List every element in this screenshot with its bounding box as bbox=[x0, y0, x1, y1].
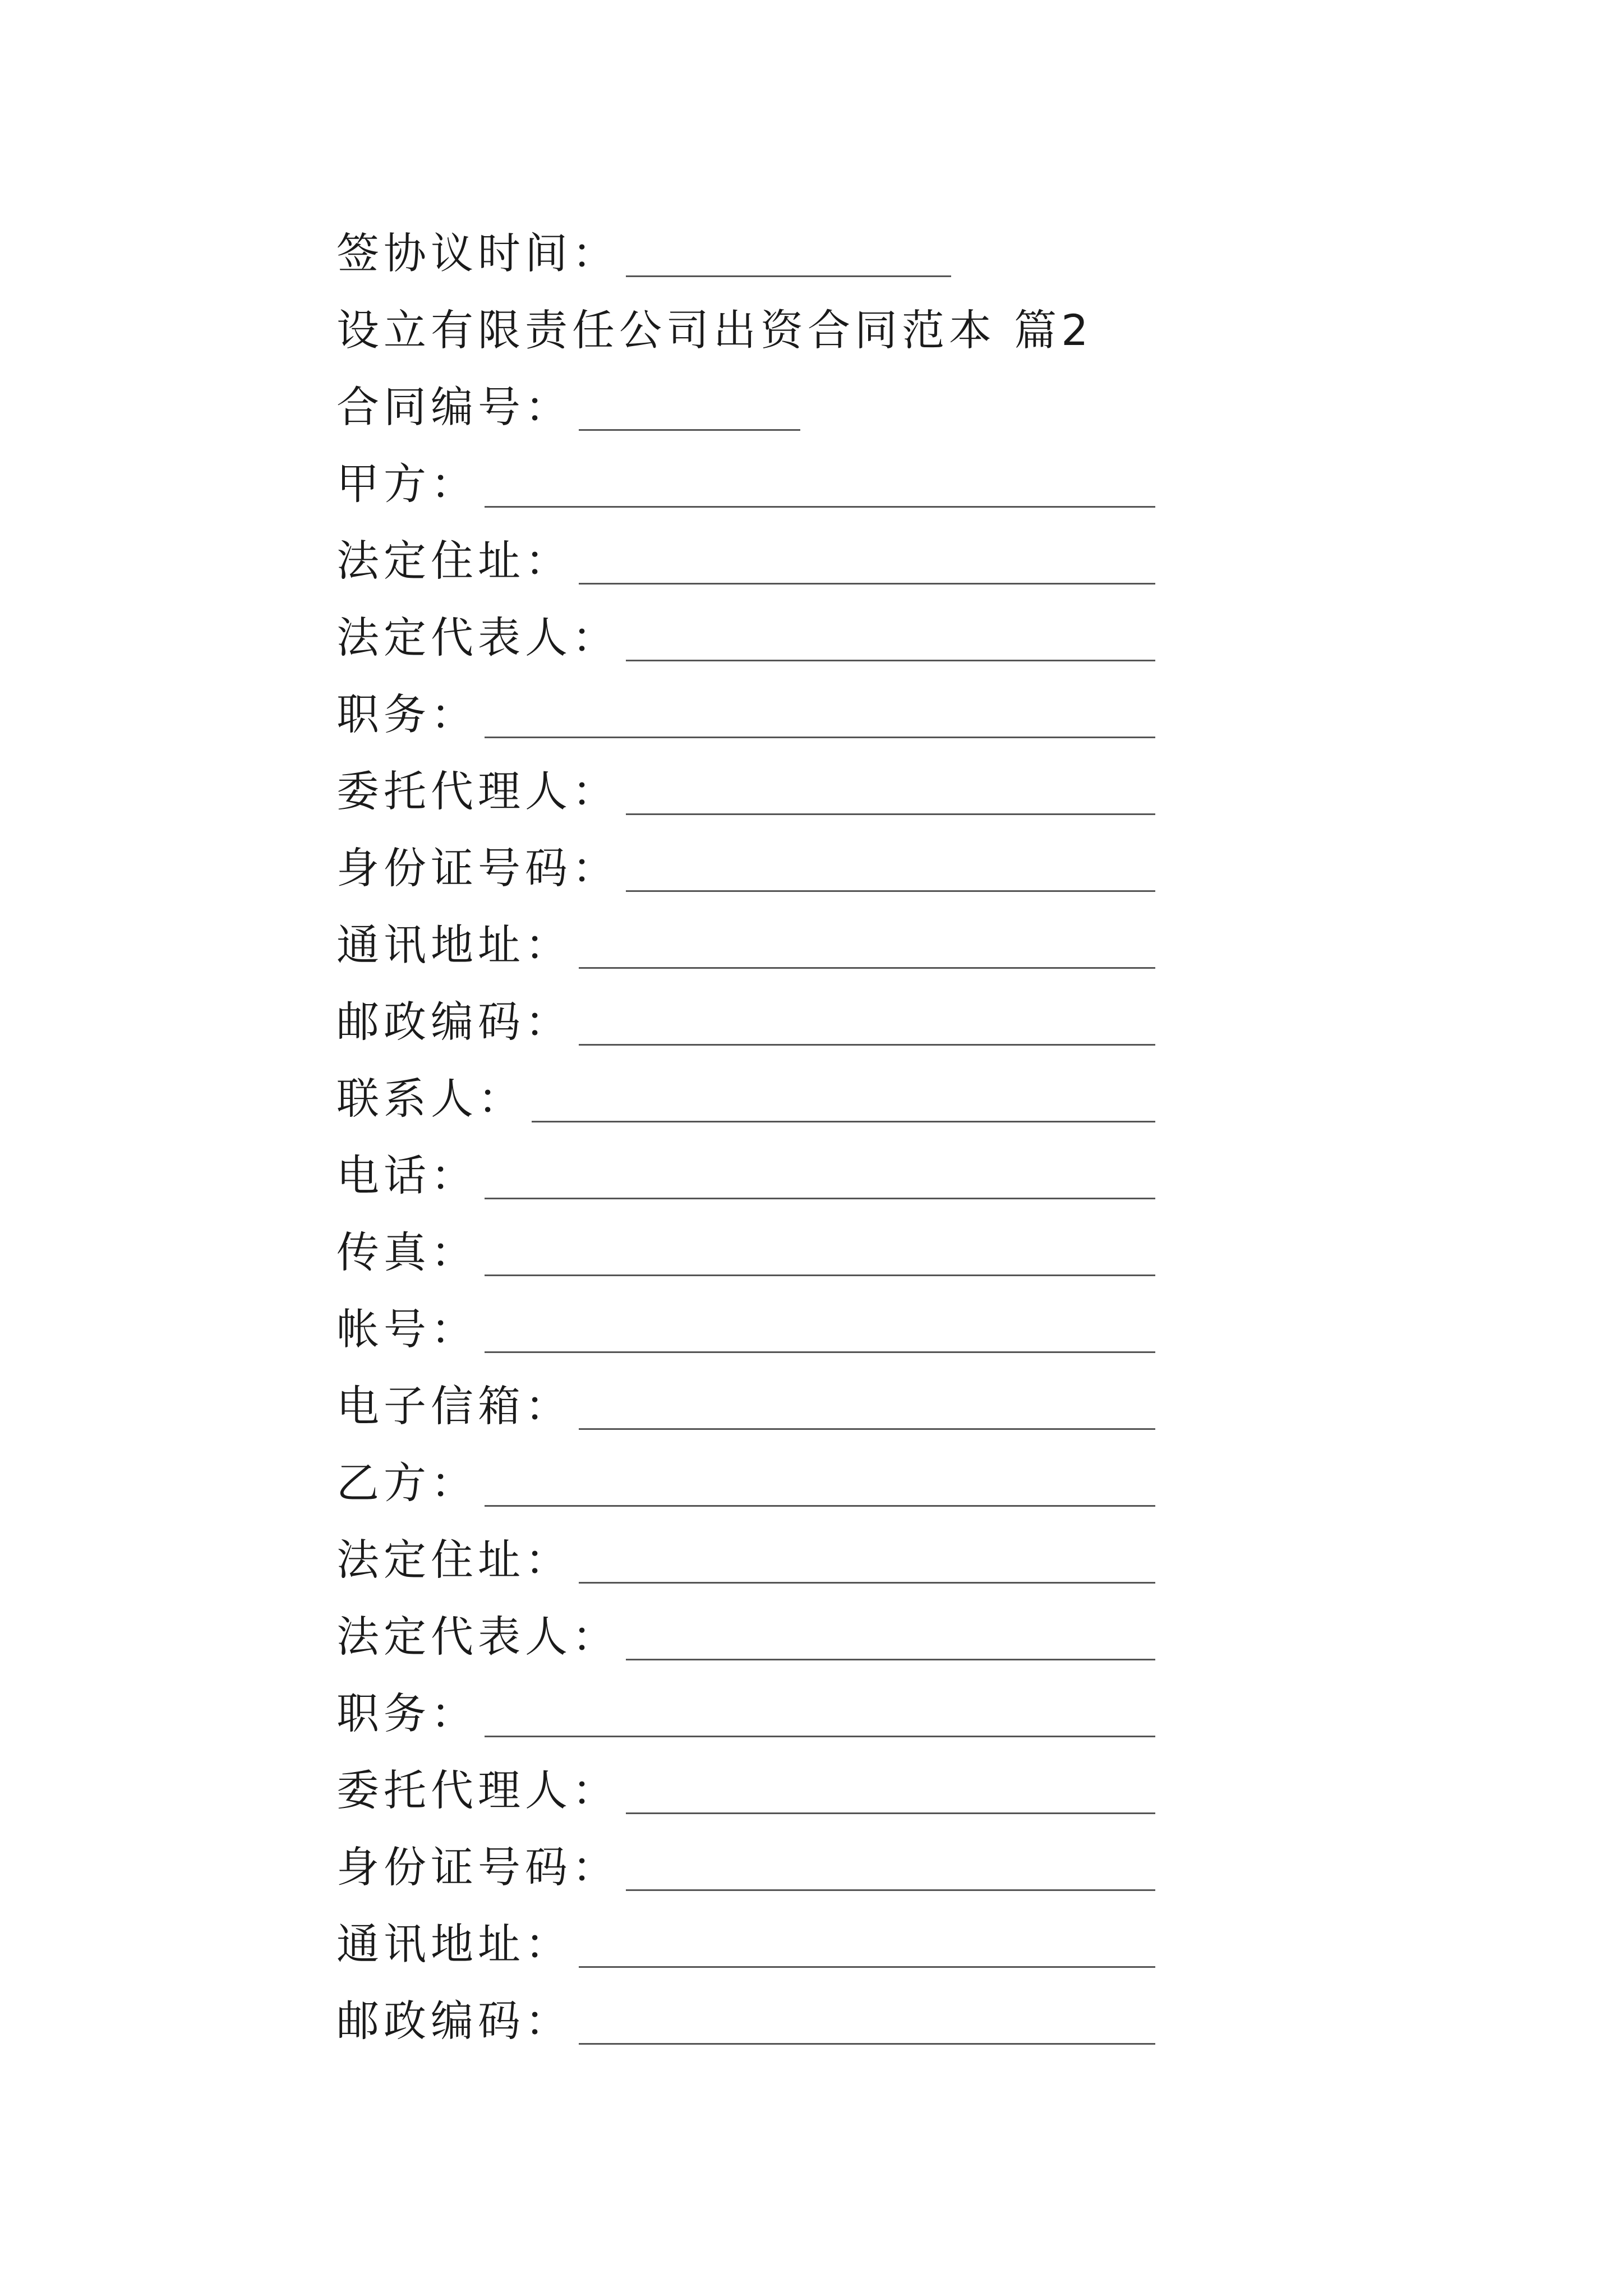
party-a-agent-row bbox=[336, 743, 1155, 820]
party-a-position-label: 职务： bbox=[336, 689, 478, 739]
party-a-fax-label: 传真： bbox=[336, 1227, 478, 1277]
party-a-postcode-row bbox=[336, 973, 1155, 1050]
party-b-row bbox=[336, 1434, 1155, 1511]
party-a-postcode-blank[interactable] bbox=[579, 1001, 1155, 1046]
party-a-fax-blank[interactable] bbox=[485, 1232, 1155, 1276]
party-b-legal-rep-row bbox=[336, 1588, 1155, 1665]
contract-document bbox=[336, 205, 1155, 2049]
contract-no-blank[interactable] bbox=[579, 386, 800, 431]
party-a-email-row bbox=[336, 1358, 1155, 1434]
party-b-position-label: 职务： bbox=[336, 1688, 478, 1738]
party-b-address-label: 法定住址： bbox=[336, 1535, 572, 1585]
party-a-phone-label: 电话： bbox=[336, 1151, 478, 1200]
section-title: 设立有限责任公司出资合同范本 篇2 bbox=[336, 305, 1093, 355]
party-a-contact-label: 联系人： bbox=[336, 1074, 525, 1124]
section-title-row bbox=[336, 282, 1155, 358]
party-a-row bbox=[336, 435, 1155, 512]
party-b-address-blank[interactable] bbox=[579, 1539, 1155, 1584]
party-b-mail-address-blank[interactable] bbox=[579, 1924, 1155, 1968]
party-b-mail-address-label: 通讯地址： bbox=[336, 1919, 572, 1969]
party-a-account-label: 帐号： bbox=[336, 1304, 478, 1354]
party-a-mail-address-blank[interactable] bbox=[579, 924, 1155, 969]
party-a-contact-row bbox=[336, 1050, 1155, 1127]
party-b-address-row bbox=[336, 1511, 1155, 1588]
contract-no-row bbox=[336, 358, 1155, 435]
party-a-mail-address-row bbox=[336, 896, 1155, 973]
party-b-id-row bbox=[336, 1819, 1155, 1895]
party-b-postcode-label: 邮政编码： bbox=[336, 1996, 572, 2046]
party-a-agent-blank[interactable] bbox=[626, 771, 1155, 815]
party-b-id-label: 身份证号码： bbox=[336, 1842, 619, 1892]
party-a-phone-blank[interactable] bbox=[485, 1155, 1155, 1199]
contract-no-label: 合同编号： bbox=[336, 382, 572, 432]
party-b-postcode-blank[interactable] bbox=[579, 2000, 1155, 2045]
party-b-agent-blank[interactable] bbox=[626, 1770, 1155, 1814]
party-a-legal-rep-row bbox=[336, 589, 1155, 666]
party-a-address-row bbox=[336, 512, 1155, 589]
party-b-id-blank[interactable] bbox=[626, 1847, 1155, 1891]
party-a-address-blank[interactable] bbox=[579, 540, 1155, 585]
party-a-id-blank[interactable] bbox=[626, 848, 1155, 892]
party-b-agent-label: 委托代理人： bbox=[336, 1765, 619, 1815]
party-a-email-blank[interactable] bbox=[579, 1386, 1155, 1430]
party-b-legal-rep-blank[interactable] bbox=[626, 1616, 1155, 1660]
party-b-position-blank[interactable] bbox=[485, 1693, 1155, 1737]
party-a-blank[interactable] bbox=[485, 463, 1155, 508]
party-a-phone-row bbox=[336, 1127, 1155, 1204]
party-a-legal-rep-blank[interactable] bbox=[626, 617, 1155, 661]
sign-time-label: 签协议时间： bbox=[336, 228, 619, 278]
party-a-legal-rep-label: 法定代表人： bbox=[336, 613, 619, 662]
party-b-position-row bbox=[336, 1665, 1155, 1742]
party-a-agent-label: 委托代理人： bbox=[336, 766, 619, 816]
party-a-mail-address-label: 通讯地址： bbox=[336, 920, 572, 970]
party-a-account-blank[interactable] bbox=[485, 1309, 1155, 1353]
party-a-postcode-label: 邮政编码： bbox=[336, 997, 572, 1047]
party-a-fax-row bbox=[336, 1204, 1155, 1281]
sign-time-blank[interactable] bbox=[626, 233, 951, 277]
party-b-legal-rep-label: 法定代表人： bbox=[336, 1612, 619, 1662]
party-a-contact-blank[interactable] bbox=[532, 1078, 1155, 1122]
party-a-address-label: 法定住址： bbox=[336, 536, 572, 586]
party-b-blank[interactable] bbox=[485, 1462, 1155, 1507]
sign-time-row bbox=[336, 205, 1155, 282]
party-a-label: 甲方： bbox=[336, 459, 478, 509]
party-a-position-row bbox=[336, 666, 1155, 743]
party-b-label: 乙方： bbox=[336, 1458, 478, 1508]
party-a-id-label: 身份证号码： bbox=[336, 843, 619, 893]
party-a-account-row bbox=[336, 1281, 1155, 1358]
party-a-position-blank[interactable] bbox=[485, 694, 1155, 738]
party-a-id-row bbox=[336, 820, 1155, 896]
party-b-postcode-row bbox=[336, 1972, 1155, 2049]
party-b-agent-row bbox=[336, 1742, 1155, 1819]
party-a-email-label: 电子信箱： bbox=[336, 1381, 572, 1431]
party-b-mail-address-row bbox=[336, 1895, 1155, 1972]
